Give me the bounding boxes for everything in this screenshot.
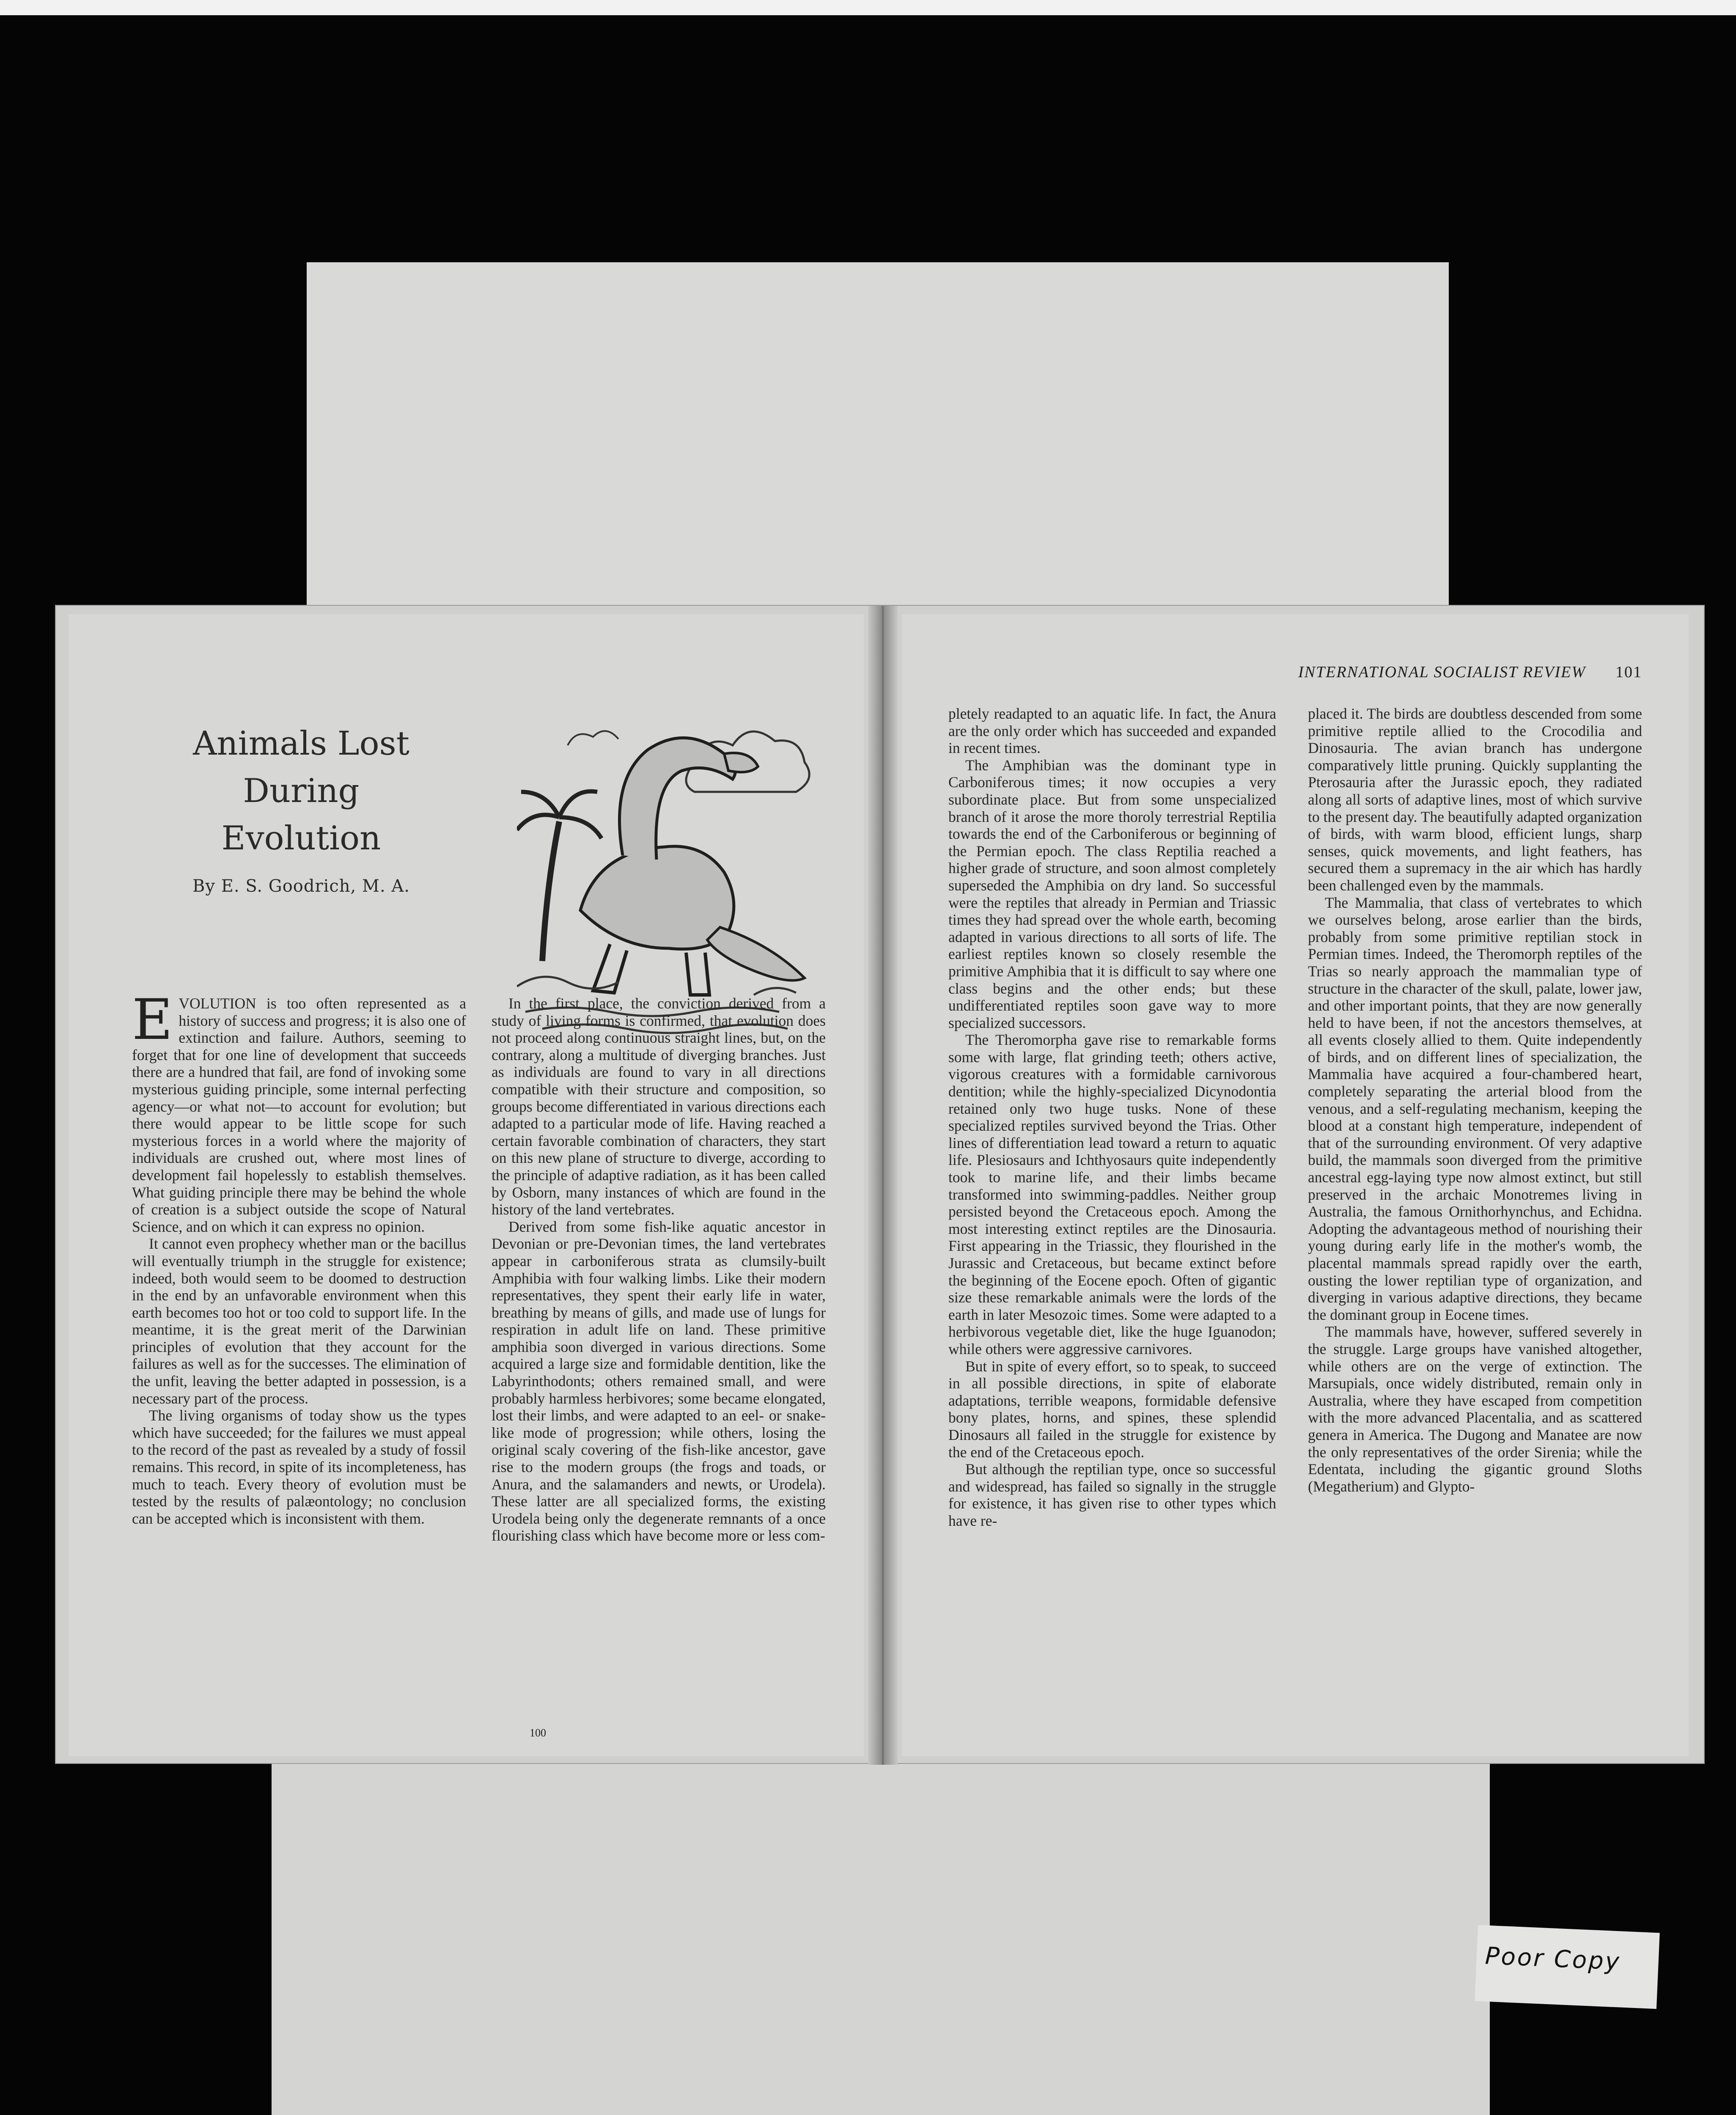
paragraph: The Theromorpha gave rise to remarkable forms some with large, flat grinding teeth; others active, vigorous creatures with a formidable carnivorous dentition; while the highly-specialized Dicynodontia retained only two huge tusks. None of these specialized reptiles survived beyond the Trias. Other lines of differentiation lead toward a return to aquatic life. Plesiosaurs and Ichthyosaurs quite independently took to marine life, and their limbs became transformed into swimming-paddles. Neither group persisted beyond the Cretaceous epoch. Among the most interesting extinct reptiles are the Dinosauria. First appearing in the Triassic, they flourished in the Jurassic and Cretaceous, but became extinct before the beginning of the Eocene epoch. Often of gigantic size these remarkable animals were the lords of the earth in later Mesozoic times. Some were adapted to a herbivorous vegetable diet, like the huge Iguanodon; while others were aggressive carnivores. — [948, 1031, 1276, 1357]
poor-copy-note — [1475, 1925, 1659, 2009]
paragraph: Derived from some fish-like aquatic ancestor in Devonian or pre-Devonian times, the land vertebrates appear in carboniferous strata as clumsily-built Amphibia with four walking limbs. Like their modern representatives, they spent their early life in water, breathing by means of gills, and made use of lungs for respiration in adult life on land. These primitive amphibia soon diverged in various directions. Some acquired a large size and formidable dentition, like the Labyrinthodonts; others remained small, and were probably harmless herbivores; some became elongated, lost their limbs, and were adapted to an eel- or snake-like mode of progression; while others, losing the original scaly covering of the fish-like ancestor, gave rise to the modern groups (the frogs and toads, or Anura, and the salamanders and newts, or Urodela). These latter are all specialized forms, the existing Urodela being only the degenerate remnants of a once flourishing class which have become more or less com- — [492, 1218, 826, 1544]
left-column-1 — [132, 987, 466, 1527]
paragraph: The Amphibian was the dominant type in Carboniferous times; it now occupies a very subordinate place. But from some unspecialized branch of it arose the more thoroly terrestrial Reptilia towards the end of the Carboniferous or beginning of the Permian epoch. The class Reptilia reached a higher grade of structure, and soon almost completely superseded the Amphibia on dry land. So successful were the reptiles that already in Permian and Triassic times they had spread over the whole earth, becoming adapted in various directions to all sorts of life. The earliest reptiles known so closely resemble the primitive Amphibia that it is difficult to say where one class begins and the other ends; but these undifferentiated reptiles soon gave way to more specialized successors. — [948, 756, 1276, 1031]
paragraph: pletely readapted to an aquatic life. In fact, the Anura are the only order which has succeeded and expanded in recent times. — [948, 705, 1276, 757]
running-head — [1177, 663, 1642, 681]
title-line-1: Animals Lost — [193, 725, 409, 763]
paragraph: The living organisms of today show us the types which have succeeded; for the failures we must appeal to the record of the past as revealed by a study of fossil remains. This record, in spite of its incompleteness, has much to teach. Every theory of evolution must be tested by the results of palæontology; no conclusion can be accepted which is inconsistent with them. — [132, 1407, 466, 1527]
page-number-right: 101 — [1615, 663, 1642, 681]
title-line-2: During Evolution — [221, 772, 381, 857]
paragraph: The Mammalia, that class of vertebrates to which we ourselves belong, arose earlier than the birds, probably from some primitive reptilian stock in Permian times. Indeed, the Theromorph reptiles of the Trias so nearly approach the mammalian type of structure in the character of the skull, palate, lower jaw, and other important points, that they are now generally held to have been, if not the ancestors themselves, at all events closely allied to them. Quite independently of birds, and on different lines of specialization, the Mammalia have acquired a four-chambered heart, completely separating the arterial blood from the venous, and a self-regulating mechanism, keeping the blood at a constant high temperature, independent of that of the surrounding environment. Of very adaptive build, the mammals soon diverged from the primitive ancestral egg-laying type now almost extinct, but still preserved in the archaic Monotremes living in Australia, the famous Ornithorhynchus, and Echidna. Adopting the advantageous method of nourishing their young during early life in the mother's womb, the placental mammals spread rapidly over the earth, ousting the lower reptilian type of organization, and diverging in various adaptive directions, they became the dominant group in Eocene times. — [1308, 894, 1642, 1323]
journal-title: INTERNATIONAL SOCIALIST REVIEW — [1298, 663, 1586, 681]
left-column-2 — [492, 995, 826, 1544]
paragraph: placed it. The birds are doubtless descended from some primitive reptile allied to the Crocodilia and Dinosauria. The avian branch has undergone comparatively little pruning. Quickly supplanting the Pterosauria after the Jurassic epoch, they radiated along all sorts of adaptive lines, most of which survive to the present day. The beautifully adapted organization of birds, with warm blood, efficient lungs, sharp senses, quick movements, and light feathers, has secured them a supremacy in the air which has hardly been challenged even by the mammals. — [1308, 705, 1642, 894]
book-gutter — [868, 606, 898, 1765]
paragraph: It cannot even prophecy whether man or the bacillus will eventually triumph in the struggle for existence; indeed, both would seem to be doomed to destruction in the end by an unfavorable environment when this earth becomes too hot or too cold to support life. In the meantime, it is the great merit of the Darwinian principles of evolution that they account for the failures as well as for the successes. The elimination of the unfit, leaving the better adapted in possession, is a necessary part of the process. — [132, 1235, 466, 1407]
left-page — [69, 614, 864, 1756]
magazine-spread — [55, 605, 1705, 1764]
page-number-left: 100 — [530, 1727, 546, 1739]
right-column-1 — [948, 705, 1276, 1530]
paragraph: But although the reptilian type, once so successful and widespread, has failed so signally in the struggle for existence, it has given rise to other types which have re- — [948, 1461, 1276, 1529]
right-page — [902, 614, 1689, 1756]
dinosaur-illustration — [517, 690, 821, 1046]
drop-cap: E — [132, 987, 173, 1052]
handwritten-note: Poor Copy — [1484, 1942, 1622, 1976]
top-film-edge — [0, 0, 1736, 15]
backing-sheet-bottom — [272, 1760, 1490, 2115]
paragraph: In the first place, the conviction derived from a study of living forms is confirmed, that evolution does not proceed along continuous straight lines, but, on the contrary, along a multitude of diverging branches. Just as individuals are found to vary in all directions compatible with their structure and composition, so groups become differentiated in various directions each adapted to a particular mode of life. Having reached a certain favorable combination of characters, they start on this new plane of structure to diverge, according to the principle of adaptive radiation, as it has been called by Osborn, many instances of which are found in the history of the land vertebrates. — [492, 995, 826, 1218]
right-column-2 — [1308, 705, 1642, 1495]
paragraph — [132, 987, 466, 1235]
byline: By E. S. Goodrich, M. A. — [192, 876, 410, 896]
paragraph-text: VOLUTION is too often represented as a history of success and progress; it is also one of extinction and failure. Authors, seeming to forget that for one line of development that succeeds there are a hundred that fail, are fond of invoking some mysterious guiding principle, some internal perfecting agency—or what not—to account for evolution; but there would appear to be little scope for such mysterious forces in a world where the majority of individuals are crushed out, where most lines of development fail hopelessly to establish themselves. What guiding principle there may be behind the whole of creation is a subject outside the scope of Natural Science, and on which it can express no opinion. — [132, 995, 466, 1235]
paragraph: But in spite of every effort, so to speak, to succeed in all possible directions, in spite of elaborate adaptations, terrible weapons, formidable defensive bony plates, horns, and spines, these splendid Dinosaurs all failed in the struggle for existence by the end of the Cretaceous epoch. — [948, 1357, 1276, 1461]
article-title — [162, 720, 441, 862]
paragraph: The mammals have, however, suffered severely in the struggle. Large groups have vanished altogether, while others are on the verge of extinction. The Marsupials, once widely distributed, remain only in Australia, where they have escaped from competition with the more advanced Placentalia, and as scattered genera in America. The Dugong and Manatee are now the only representatives of the order Sirenia; while the Edentata, including the gigantic ground Sloths (Megatherium) and Glypto- — [1308, 1323, 1642, 1495]
